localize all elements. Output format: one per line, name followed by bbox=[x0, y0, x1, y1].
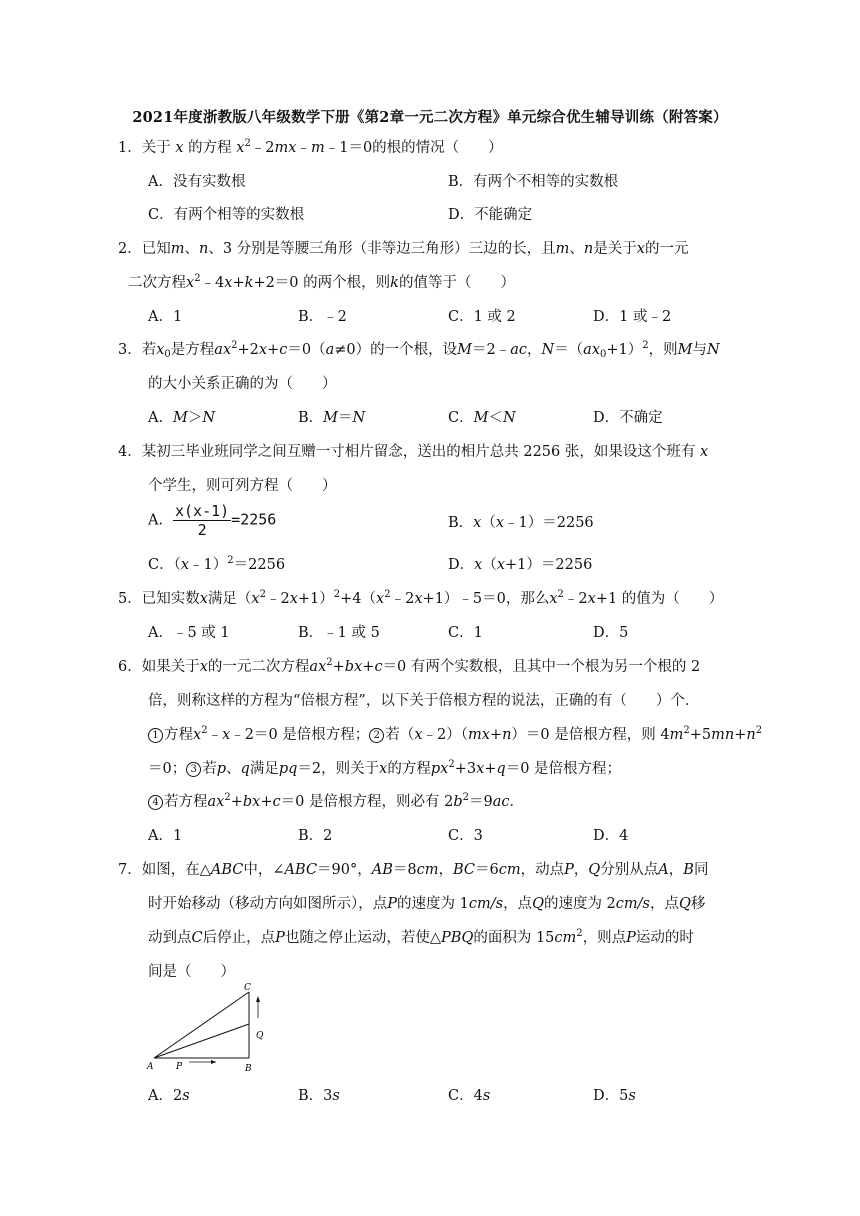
label-p: P bbox=[176, 1062, 183, 1072]
circled-number: 4 bbox=[148, 795, 163, 810]
option-a: A．M＞N bbox=[148, 410, 216, 426]
question-2-stem-line1: 2．已知m、n、3 分别是等腰三角形（非等边三角形）三边的长，且m、n是关于x的一元 bbox=[118, 241, 689, 257]
option-c: C．4s bbox=[448, 1088, 491, 1104]
option-b: B．﹣2 bbox=[298, 309, 347, 325]
option-a: A．2s bbox=[148, 1088, 190, 1104]
option-d: D．4 bbox=[593, 828, 629, 844]
fraction: $\frac{x(x-1)}{2}$ bbox=[174, 502, 230, 539]
option-b: B．有两个不相等的实数根 bbox=[448, 174, 619, 190]
question-6-stem-line4: ＝0； 3 若p、q满足pq＝2，则关于x的方程$px^2+3x+q=0$ 是倍根方程； bbox=[148, 759, 622, 777]
question-3-stem-line1: 3．若$x_0$是方程$ax^2+2x+c=0(a\ne 0)$的一个根，设M＝2﹣ac，$N=(ax_0+1)^2$，则M与N bbox=[118, 340, 720, 360]
arrow-p-head bbox=[211, 1060, 216, 1064]
option-c: C．1 bbox=[448, 625, 483, 641]
option-c: C．M＜N bbox=[448, 410, 516, 426]
option-a: A．﹣5 或 1 bbox=[148, 625, 230, 641]
question-6-stem-line5: 4 若方程$ax^2+bx+c=0$ 是倍根方程，则必有 $2b^2=9ac$． bbox=[148, 790, 524, 811]
question-1-stem: 1．关于 x 的方程 $x^2﹣2mx﹣m﹣1=0$的根的情况（ ） bbox=[118, 138, 503, 156]
option-d: D．不能确定 bbox=[448, 207, 533, 223]
option-c: C．有两个相等的实数根 bbox=[148, 207, 305, 223]
question-6-stem-line2: 倍，则称这样的方程为“倍根方程”，以下关于倍根方程的说法，正确的有（ ）个． bbox=[148, 693, 700, 709]
question-6-stem-line3: 1 方程$x^2﹣x﹣2=0$ 是倍根方程； 2 若（x﹣2）（mx+n）＝0 是倍根方程，则 $4m^2+5mn+n^2$ bbox=[148, 723, 762, 744]
triangle-figure bbox=[140, 978, 280, 1076]
option-d: D．5 bbox=[593, 625, 629, 641]
option-b: B．3s bbox=[298, 1088, 340, 1104]
circled-number: 1 bbox=[148, 728, 163, 743]
option-a: A．没有实数根 bbox=[148, 174, 246, 190]
label-c: C bbox=[244, 983, 251, 993]
option-a: A．1 bbox=[148, 828, 183, 844]
segment-pq bbox=[154, 1024, 249, 1058]
option-b: B．M＝N bbox=[298, 410, 366, 426]
label-q: Q bbox=[256, 1031, 264, 1041]
option-d: D．1 或﹣2 bbox=[593, 309, 672, 325]
question-7-stem-line2: 时开始移动（移动方向如图所示），点P的速度为 1cm/s，点Q的速度为 2cm/s，点Q移 bbox=[148, 896, 706, 912]
option-c: C．（x﹣1）$^2$＝2256 bbox=[148, 555, 286, 573]
option-c: C．3 bbox=[448, 828, 483, 844]
question-7-stem-line3: 动到点C后停止，点P也随之停止运动，若使△PBQ的面积为 $15cm^2$，则点P运动的时 bbox=[148, 928, 694, 946]
option-d: D．x（x+1）＝2256 bbox=[448, 557, 593, 573]
option-d: D．5s bbox=[593, 1088, 636, 1104]
circled-number: 2 bbox=[369, 728, 384, 743]
option-b: B．x（x﹣1）＝2256 bbox=[448, 515, 594, 531]
option-a: A．1 bbox=[148, 309, 183, 325]
option-d: D．不确定 bbox=[593, 410, 663, 426]
label-b: B bbox=[245, 1064, 252, 1074]
option-a: A． $\frac{x(x-1)}{2}$ =2256 bbox=[148, 502, 277, 539]
label-a: A bbox=[147, 1062, 154, 1072]
question-7-stem-line1: 7．如图，在△ABC中，∠ABC＝90°，AB＝8cm，BC＝6cm，动点P，Q分别从点A，B同 bbox=[118, 862, 709, 878]
question-5-stem: 5．已知实数x满足$(x^2﹣2x+1)^2+4(x^2﹣2x+1)﹣5=0$，那么$x^2﹣2x+1$ 的值为（ ） bbox=[118, 589, 724, 607]
option-b: B．2 bbox=[298, 828, 333, 844]
page-title: 2021年度浙教版八年级数学下册《第2章一元二次方程》单元综合优生辅导训练（附答案） bbox=[132, 109, 728, 126]
option-b: B．﹣1 或 5 bbox=[298, 625, 380, 641]
option-c: C．1 或 2 bbox=[448, 309, 516, 325]
question-6-stem-line1: 6．如果关于x的一元二次方程$ax^2+bx+c=0$ 有两个实数根，且其中一个根为另一个根的 2 bbox=[118, 657, 701, 675]
arrow-q-head bbox=[256, 996, 260, 1002]
question-2-stem-line2: 二次方程$x^2﹣4x+k+2=0$ 的两个根，则k的值等于（ ） bbox=[128, 273, 515, 291]
question-7-stem-line4: 间是（ ） bbox=[148, 964, 235, 980]
question-4-stem-line2: 个学生，则可列方程（ ） bbox=[148, 478, 337, 494]
segment-ac bbox=[154, 992, 249, 1058]
question-number: 1． bbox=[118, 140, 142, 156]
circled-number: 3 bbox=[186, 762, 201, 777]
question-4-stem-line1: 4．某初三毕业班同学之间互赠一寸相片留念，送出的相片总共 2256 张，如果设这个班有 x bbox=[118, 444, 709, 460]
question-3-stem-line2: 的大小关系正确的为（ ） bbox=[148, 376, 337, 392]
